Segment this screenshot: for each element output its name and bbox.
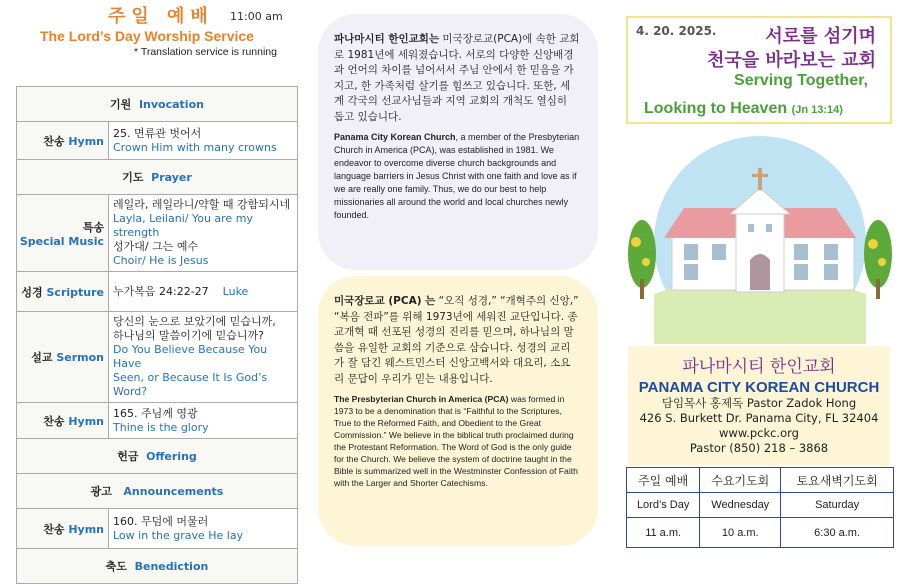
schedule-cell: Lord’s Day — [627, 493, 700, 518]
hymn-title-ko: 165. 주님께 영광 — [113, 406, 198, 420]
order-label-ko: 헌금 — [117, 450, 139, 463]
order-label-en: Hymn — [68, 522, 104, 536]
tree-left — [628, 220, 656, 299]
special-music-line: 레일라, 레일라니/약할 때 강함되시네 — [113, 198, 291, 211]
order-label-ko: 기원 — [110, 98, 132, 111]
cover-title-en-2-text: Looking to Heaven — [644, 100, 788, 117]
order-label-en: Benediction — [134, 560, 209, 573]
about-pca-bubble — [318, 276, 598, 546]
worship-time: 11:00 am — [230, 10, 283, 23]
order-label-en: Special Music — [19, 234, 104, 248]
order-row-announcements — [17, 474, 298, 509]
about-church-ko-text: 미국장로교(PCA)에 속한 교회로 1981년에 세워졌습니다. 서로의 다양한 신앙배경과 언어의 차이를 넘어서서 주님 안에서 한 믿음을 가지고, 한 가족처럼 살기를 힘쓰고 있습니다. 또한, 세계 각국의 선교사님들과 지역 교회의 개척도 열심히 돕고 있습니다. — [334, 33, 580, 123]
order-row-special-music — [17, 195, 298, 272]
order-label-en: Sermon — [56, 351, 104, 364]
hymn-title-ko: 160. 무덤에 머물러 — [113, 514, 209, 528]
special-music-line: Layla, Leilani/ You are my strength — [113, 212, 253, 239]
tree-right — [864, 220, 892, 299]
pastor-name: 담임목사 홍제독 Pastor Zadok Hong — [661, 396, 857, 410]
order-label-ko: 특송 — [82, 220, 104, 234]
cover-title-en-2 — [644, 100, 843, 118]
schedule-cell: Wednesday — [700, 493, 781, 518]
cover-title-ko-1: 서로를 섬기며 — [765, 26, 876, 47]
order-label-ko: 기도 — [122, 171, 144, 184]
order-row-invocation — [17, 87, 298, 122]
order-label-en: Announcements — [123, 485, 224, 498]
order-label-en: Hymn — [68, 414, 104, 428]
schedule-cell: 토요새벽기도회 — [781, 468, 894, 493]
order-label-en: Hymn — [68, 134, 104, 148]
order-label-ko: 성경 — [21, 285, 43, 299]
about-church-ko-name: 파나마시티 한인교회는 — [334, 33, 440, 45]
about-pca-en — [334, 393, 580, 489]
worship-title-en: The Lord’s Day Worship Service — [40, 28, 254, 44]
sermon-title-line: Do You Believe Because You Have — [113, 343, 268, 370]
schedule-cell: 10 a.m. — [700, 518, 781, 548]
order-label-ko: 축도 — [105, 560, 127, 573]
about-church-ko — [334, 32, 580, 125]
worship-title-ko: 주일 예배 — [108, 6, 214, 27]
sermon-title-line: Seen, or Because It Is God’s Word? — [113, 371, 268, 398]
service-schedule — [626, 467, 894, 548]
church-website: www.pckc.org — [719, 426, 799, 440]
pastor-phone: Pastor (850) 218 – 3868 — [689, 441, 829, 455]
scripture-ref-ko: 누가복음 24:22-27 — [113, 284, 209, 298]
schedule-row-time — [627, 518, 894, 548]
church-illustration — [624, 134, 896, 344]
schedule-cell: 6:30 a.m. — [781, 518, 894, 548]
order-label-ko: 설교 — [31, 351, 53, 364]
schedule-cell: Saturday — [781, 493, 894, 518]
hymn-title-en: Thine is the glory — [113, 420, 209, 434]
about-pca-en-name: The Presbyterian Church in America (PCA) — [334, 394, 509, 404]
hymn-title-ko: 25. 면류관 벗어서 — [113, 126, 202, 140]
sermon-title-line: 하나님의 말씀이기에 믿습니까? — [113, 329, 264, 342]
order-row-scripture — [17, 272, 298, 312]
order-label-ko: 찬송 — [43, 522, 65, 536]
order-row-hymn-2 — [17, 403, 298, 439]
order-label-en: Invocation — [138, 98, 204, 111]
order-label-ko: 찬송 — [43, 134, 65, 148]
about-pca-en-text: was formed in 1973 to be a denomination that is “Faithful to the Scriptures, True to the Reformed Faith, and Obedient to the Great Commission.” We believe in the biblical truth proclaimed during the Protestant Reformation. The Word of God is the only guide for the Church. We believe the system of doctrine taught in the Bible is summarized well in the Westminster Confession of Faith with the Larger and Shorter Catechisms. — [334, 394, 578, 488]
schedule-cell: 수요기도회 — [700, 468, 781, 493]
about-church-en-text: , a member of the Presbyterian Church in America (PCA), was established in 1981. We endeavor to overcome diverse church backgrounds and language barriers in Jesus Christ with one faith and love as if we are really one family. Thus, we do our best to help missionaries all around the world and local churches newly founded. — [334, 132, 580, 220]
church-address: 426 S. Burkett Dr. Panama City, FL 32404 — [639, 411, 879, 425]
church-info — [628, 346, 890, 466]
about-pca-ko-text: “오직 성경,” “개혁주의 신앙,” “복음 전파”를 위해 1973년에 세워진 교단입니다. 종교개혁 때 선포된 성경의 진리를 믿으며, 하나님의 말씀을 유일한 교회의 기준으로 삼습니다. 성경의 교리가 잘 담긴 웨스트민스터 신앙고백서와 대요리, 소요리 문답이 우리가 믿는 내용입니다. — [334, 295, 579, 385]
order-row-benediction — [17, 549, 298, 584]
order-label-en: Scripture — [46, 285, 104, 299]
church-name-ko: 파나마시티 한인교회 — [682, 357, 836, 377]
schedule-cell: 주일 예배 — [627, 468, 700, 493]
scripture-ref-en: Luke — [222, 284, 249, 298]
scripture-ref: (Jn 13:14) — [791, 104, 843, 116]
order-row-hymn-1 — [17, 122, 298, 160]
schedule-row-en — [627, 493, 894, 518]
order-label-ko: 찬송 — [43, 414, 65, 428]
church-name-en: PANAMA CITY KOREAN CHURCH — [638, 379, 880, 396]
order-label-en: Offering — [146, 450, 197, 463]
about-church-en-name: Panama City Korean Church — [334, 132, 456, 142]
about-pca-ko-name: 미국장로교 (PCA) 는 — [334, 295, 436, 307]
hymn-title-en: Crown Him with many crowns — [113, 140, 277, 154]
about-church-en — [334, 131, 580, 222]
about-pca-ko — [334, 294, 580, 387]
order-row-hymn-3 — [17, 509, 298, 549]
order-row-prayer — [17, 160, 298, 195]
hymn-title-en: Low in the grave He lay — [113, 528, 244, 542]
schedule-row-ko — [627, 468, 894, 493]
schedule-cell: 11 a.m. — [627, 518, 700, 548]
special-music-line: Choir/ He is Jesus — [113, 254, 209, 267]
cover-title-en-1: Serving Together, — [734, 72, 868, 89]
bulletin-date: 4. 20. 2025. — [636, 24, 717, 38]
order-row-offering — [17, 439, 298, 474]
about-church-bubble — [318, 14, 598, 270]
cover-title-box — [626, 16, 892, 124]
order-label-en: Prayer — [151, 171, 192, 184]
special-music-line: 성가대/ 그는 예수 — [113, 240, 199, 253]
cover-title-ko-2: 천국을 바라보는 교회 — [706, 50, 876, 71]
sermon-title-line: 당신의 눈으로 보았기에 믿습니까, — [113, 315, 276, 328]
order-of-service — [16, 86, 298, 584]
translation-note: * Translation service is running — [134, 46, 277, 58]
order-label-ko: 광고 — [90, 485, 112, 498]
order-row-sermon — [17, 312, 298, 403]
